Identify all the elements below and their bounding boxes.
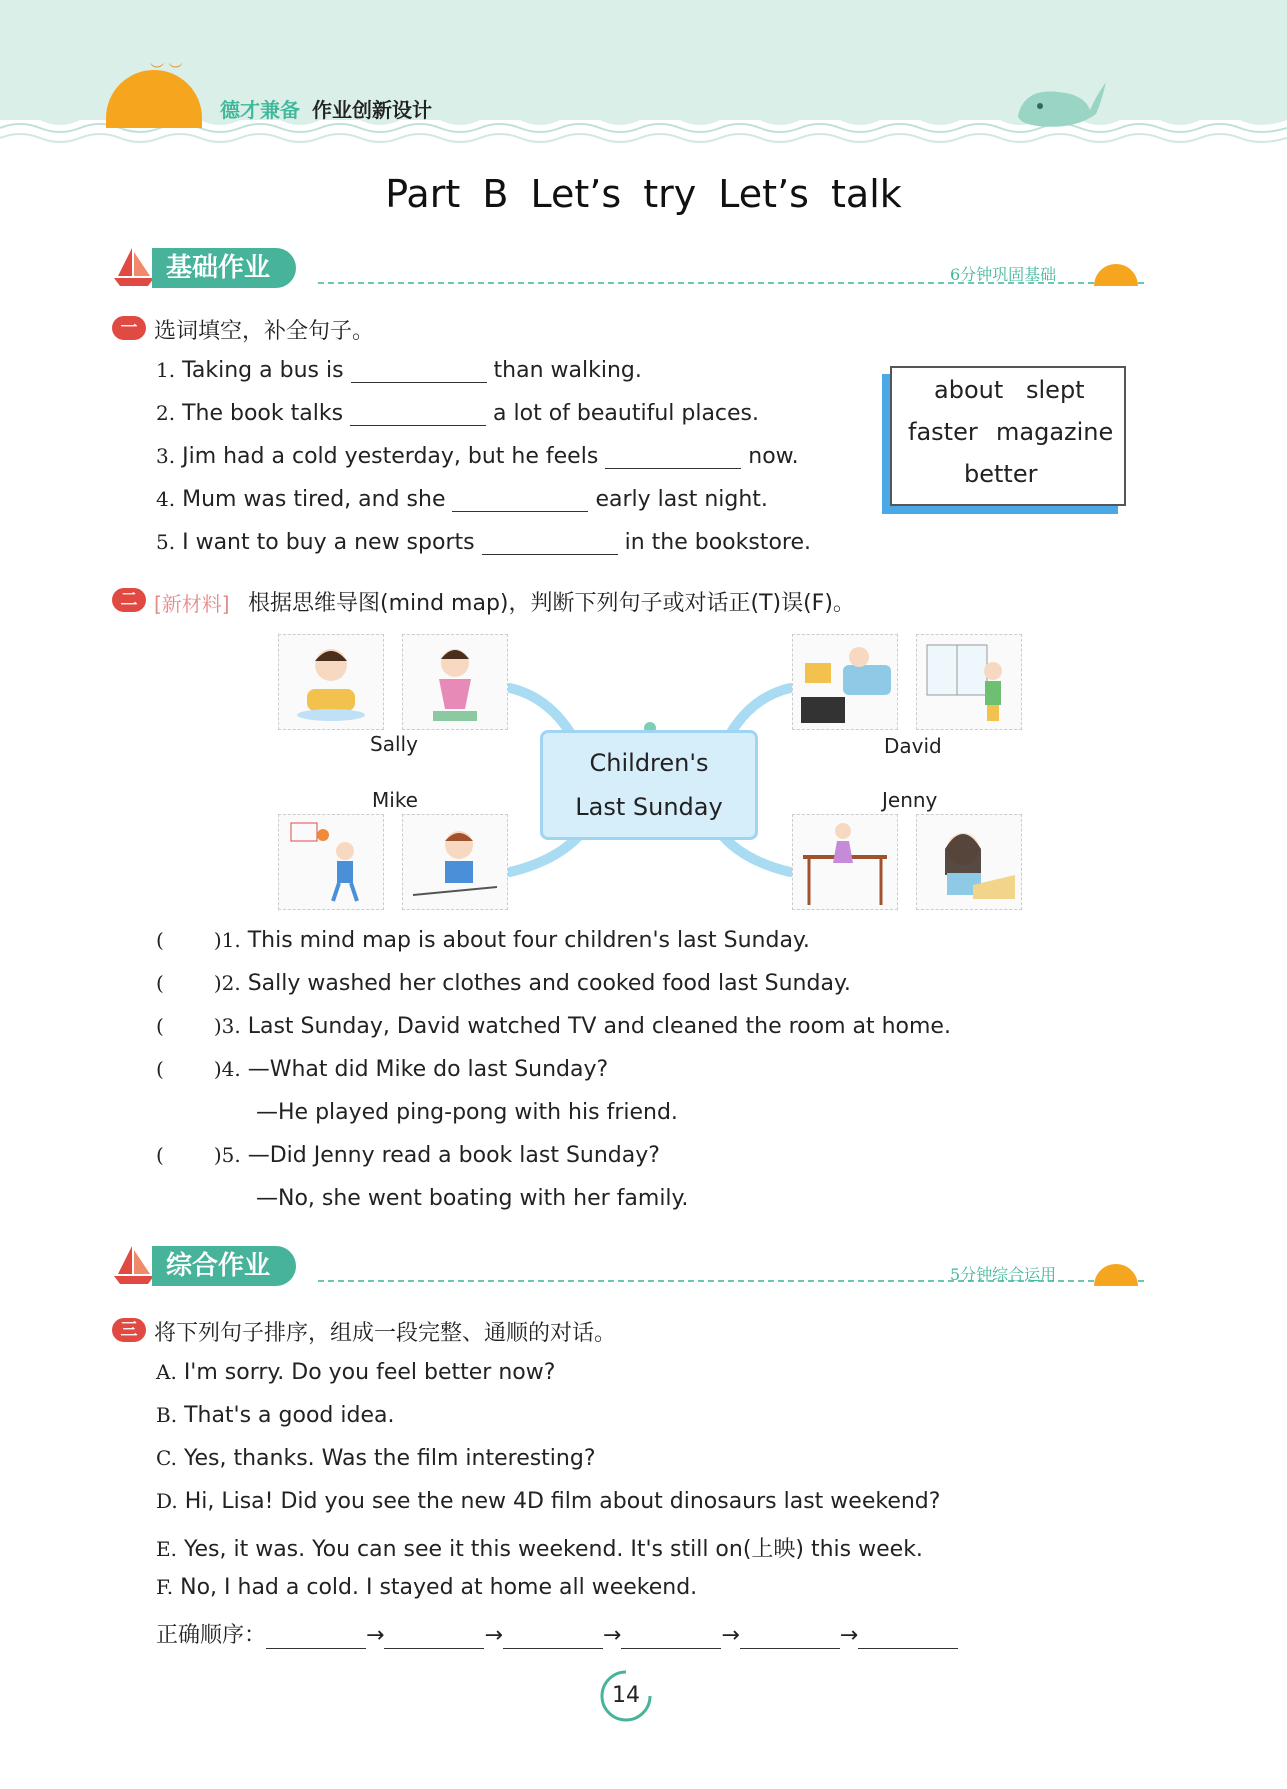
dialogue-sentence: [156, 1489, 940, 1514]
arrow-icon: →: [721, 1623, 740, 1648]
sentence-letter: B.: [156, 1403, 178, 1427]
tf-statement: —Did Jenny read a book last Sunday?: [247, 1143, 660, 1168]
item-text-after: now.: [748, 444, 799, 469]
section-label-basic: 基础作业: [152, 248, 296, 288]
answer-blank[interactable]: [351, 360, 487, 383]
arrow-icon: →: [839, 1623, 859, 1648]
order-blank[interactable]: [621, 1626, 721, 1649]
name-label-david: David: [884, 734, 942, 758]
item-number: )5.: [213, 1143, 241, 1167]
item-text-after: a lot of beautiful places.: [493, 401, 760, 426]
item-text-before: Taking a bus is: [182, 358, 344, 383]
item-number: )4.: [213, 1057, 241, 1081]
item-number: 1.: [156, 358, 176, 382]
dialogue-sentence: [156, 1575, 697, 1600]
word-bank-item: better: [964, 460, 1038, 488]
name-label-jenny: Jenny: [882, 788, 938, 812]
sentence-letter: C.: [156, 1446, 177, 1470]
fill-item: [156, 358, 642, 383]
tf-statement: Sally washed her clothes and cooked food last Sunday.: [247, 971, 851, 996]
word-bank: [890, 366, 1126, 506]
tf-item: [156, 1014, 951, 1039]
answer-blank[interactable]: [452, 489, 588, 512]
section-time-note: 6分钟巩固基础: [950, 265, 1057, 284]
mind-map-title-line2: Last Sunday: [575, 793, 723, 821]
fill-item: [156, 401, 759, 426]
whale-icon: [1014, 76, 1110, 132]
birds-icon: ︶ ︶: [150, 63, 183, 79]
exercise-badge: 三: [112, 1318, 146, 1342]
item-text-after: early last night.: [595, 487, 768, 512]
sally-cooking-picture: [278, 634, 384, 730]
arrow-icon: →: [602, 1623, 622, 1648]
dialogue-sentence: [156, 1403, 394, 1428]
item-number: 5.: [156, 530, 176, 554]
mini-sun-icon: [1094, 1264, 1138, 1286]
answer-paren-open[interactable]: (: [156, 1143, 164, 1167]
word-bank-item: about: [934, 376, 1004, 404]
jenny-reading-picture: [916, 814, 1022, 910]
item-number: )1.: [213, 928, 241, 952]
item-text-after: than walking.: [493, 358, 642, 383]
answer-blank[interactable]: [350, 403, 486, 426]
order-blank[interactable]: [384, 1626, 484, 1649]
dialogue-sentence: [156, 1532, 923, 1563]
order-blank[interactable]: [858, 1626, 958, 1649]
sentence-text: Yes, thanks. Was the film interesting?: [183, 1446, 596, 1471]
tf-item: [156, 1143, 660, 1168]
sentence-letter: A.: [156, 1360, 177, 1384]
answer-paren-open[interactable]: (: [156, 1057, 164, 1081]
tf-item: [156, 928, 810, 953]
answer-blank[interactable]: [482, 532, 618, 555]
name-label-mike: Mike: [372, 788, 418, 812]
item-text-before: Jim had a cold yesterday, but he feels: [182, 444, 599, 469]
fill-item: [156, 530, 811, 555]
item-text-before: I want to buy a new sports: [182, 530, 475, 555]
order-answer-row: [156, 1618, 958, 1649]
fill-item: [156, 444, 799, 469]
item-number: 4.: [156, 487, 176, 511]
item-number: )2.: [213, 971, 241, 995]
exercise-instruction: 将下列句子排序，组成一段完整、通顺的对话。: [154, 1321, 617, 1346]
dialogue-sentence: [156, 1360, 555, 1385]
exercise-instruction: 根据思维导图(mind map)，判断下列句子或对话正(T)误(F)。: [248, 591, 855, 616]
sentence-text: That's a good idea.: [184, 1403, 395, 1428]
word-bank-item: faster: [908, 418, 978, 446]
order-blank[interactable]: [266, 1626, 366, 1649]
section-time-note: 5分钟综合运用: [950, 1265, 1057, 1284]
item-number: 3.: [156, 444, 176, 468]
sentence-letter: E.: [156, 1537, 177, 1561]
sentence-text: No, I had a cold. I stayed at home all weekend.: [180, 1575, 698, 1600]
answer-paren-open[interactable]: (: [156, 971, 164, 995]
exercise-badge: 一: [112, 316, 146, 340]
tf-item: [156, 1057, 608, 1082]
brand-name: 德才兼备: [220, 98, 300, 122]
order-label: 正确顺序：: [156, 1623, 267, 1648]
arrow-icon: →: [366, 1623, 385, 1648]
david-cleaning-picture: [916, 634, 1022, 730]
sentence-letter: D.: [156, 1489, 178, 1513]
mike-drawing-picture: [402, 814, 508, 910]
answer-paren-open[interactable]: (: [156, 1014, 164, 1038]
order-blank[interactable]: [740, 1626, 840, 1649]
item-number: )3.: [213, 1014, 241, 1038]
tf-statement: Last Sunday, David watched TV and cleaned the room at home.: [247, 1014, 951, 1039]
item-number: 2.: [156, 401, 176, 425]
tf-item: [156, 971, 851, 996]
tf-statement: This mind map is about four children's last Sunday.: [247, 928, 810, 953]
tf-statement: —What did Mike do last Sunday?: [247, 1057, 609, 1082]
answer-blank[interactable]: [605, 446, 741, 469]
sailboat-icon: [112, 1242, 156, 1286]
page-number: 14: [612, 1683, 640, 1708]
answer-paren-open[interactable]: (: [156, 928, 164, 952]
exercise-badge: 二: [112, 588, 146, 612]
page-title: Part B Let’s try Let’s talk: [385, 172, 902, 216]
mike-basketball-picture: [278, 814, 384, 910]
item-text-before: Mum was tired, and she: [182, 487, 446, 512]
tf-dialogue-reply: —He played ping-pong with his friend.: [256, 1100, 678, 1125]
section-label-comprehensive: 综合作业: [152, 1246, 296, 1286]
arrow-icon: →: [484, 1623, 503, 1648]
name-label-sally: Sally: [370, 732, 418, 756]
new-material-tag: [新材料]: [154, 592, 230, 616]
tf-dialogue-reply: —No, she went boating with her family.: [256, 1186, 689, 1211]
jenny-dancing-picture: [792, 814, 898, 910]
item-text-before: The book talks: [182, 401, 344, 426]
item-text-after: in the bookstore.: [624, 530, 811, 555]
fill-item: [156, 487, 768, 512]
david-tv-picture: [792, 634, 898, 730]
sally-washing-picture: [402, 634, 508, 730]
word-bank-item: magazine: [996, 418, 1114, 446]
sentence-letter: F.: [156, 1575, 174, 1599]
word-bank-item: slept: [1026, 376, 1085, 404]
brand-subtitle: 作业创新设计: [312, 98, 432, 122]
mind-map-title-line1: Children's: [589, 749, 709, 777]
mind-map-center: [540, 730, 758, 840]
order-blank[interactable]: [503, 1626, 603, 1649]
sailboat-icon: [112, 244, 156, 288]
dialogue-sentence: [156, 1446, 596, 1471]
mini-sun-icon: [1094, 264, 1138, 286]
sentence-text: Hi, Lisa! Did you see the new 4D film about dinosaurs last weekend?: [184, 1489, 941, 1514]
exercise-instruction: 选词填空，补全句子。: [154, 319, 375, 344]
sentence-text: I'm sorry. Do you feel better now?: [183, 1360, 556, 1385]
sentence-text: Yes, it was. You can see it this weekend. It's still on(上映) this week.: [183, 1537, 923, 1562]
